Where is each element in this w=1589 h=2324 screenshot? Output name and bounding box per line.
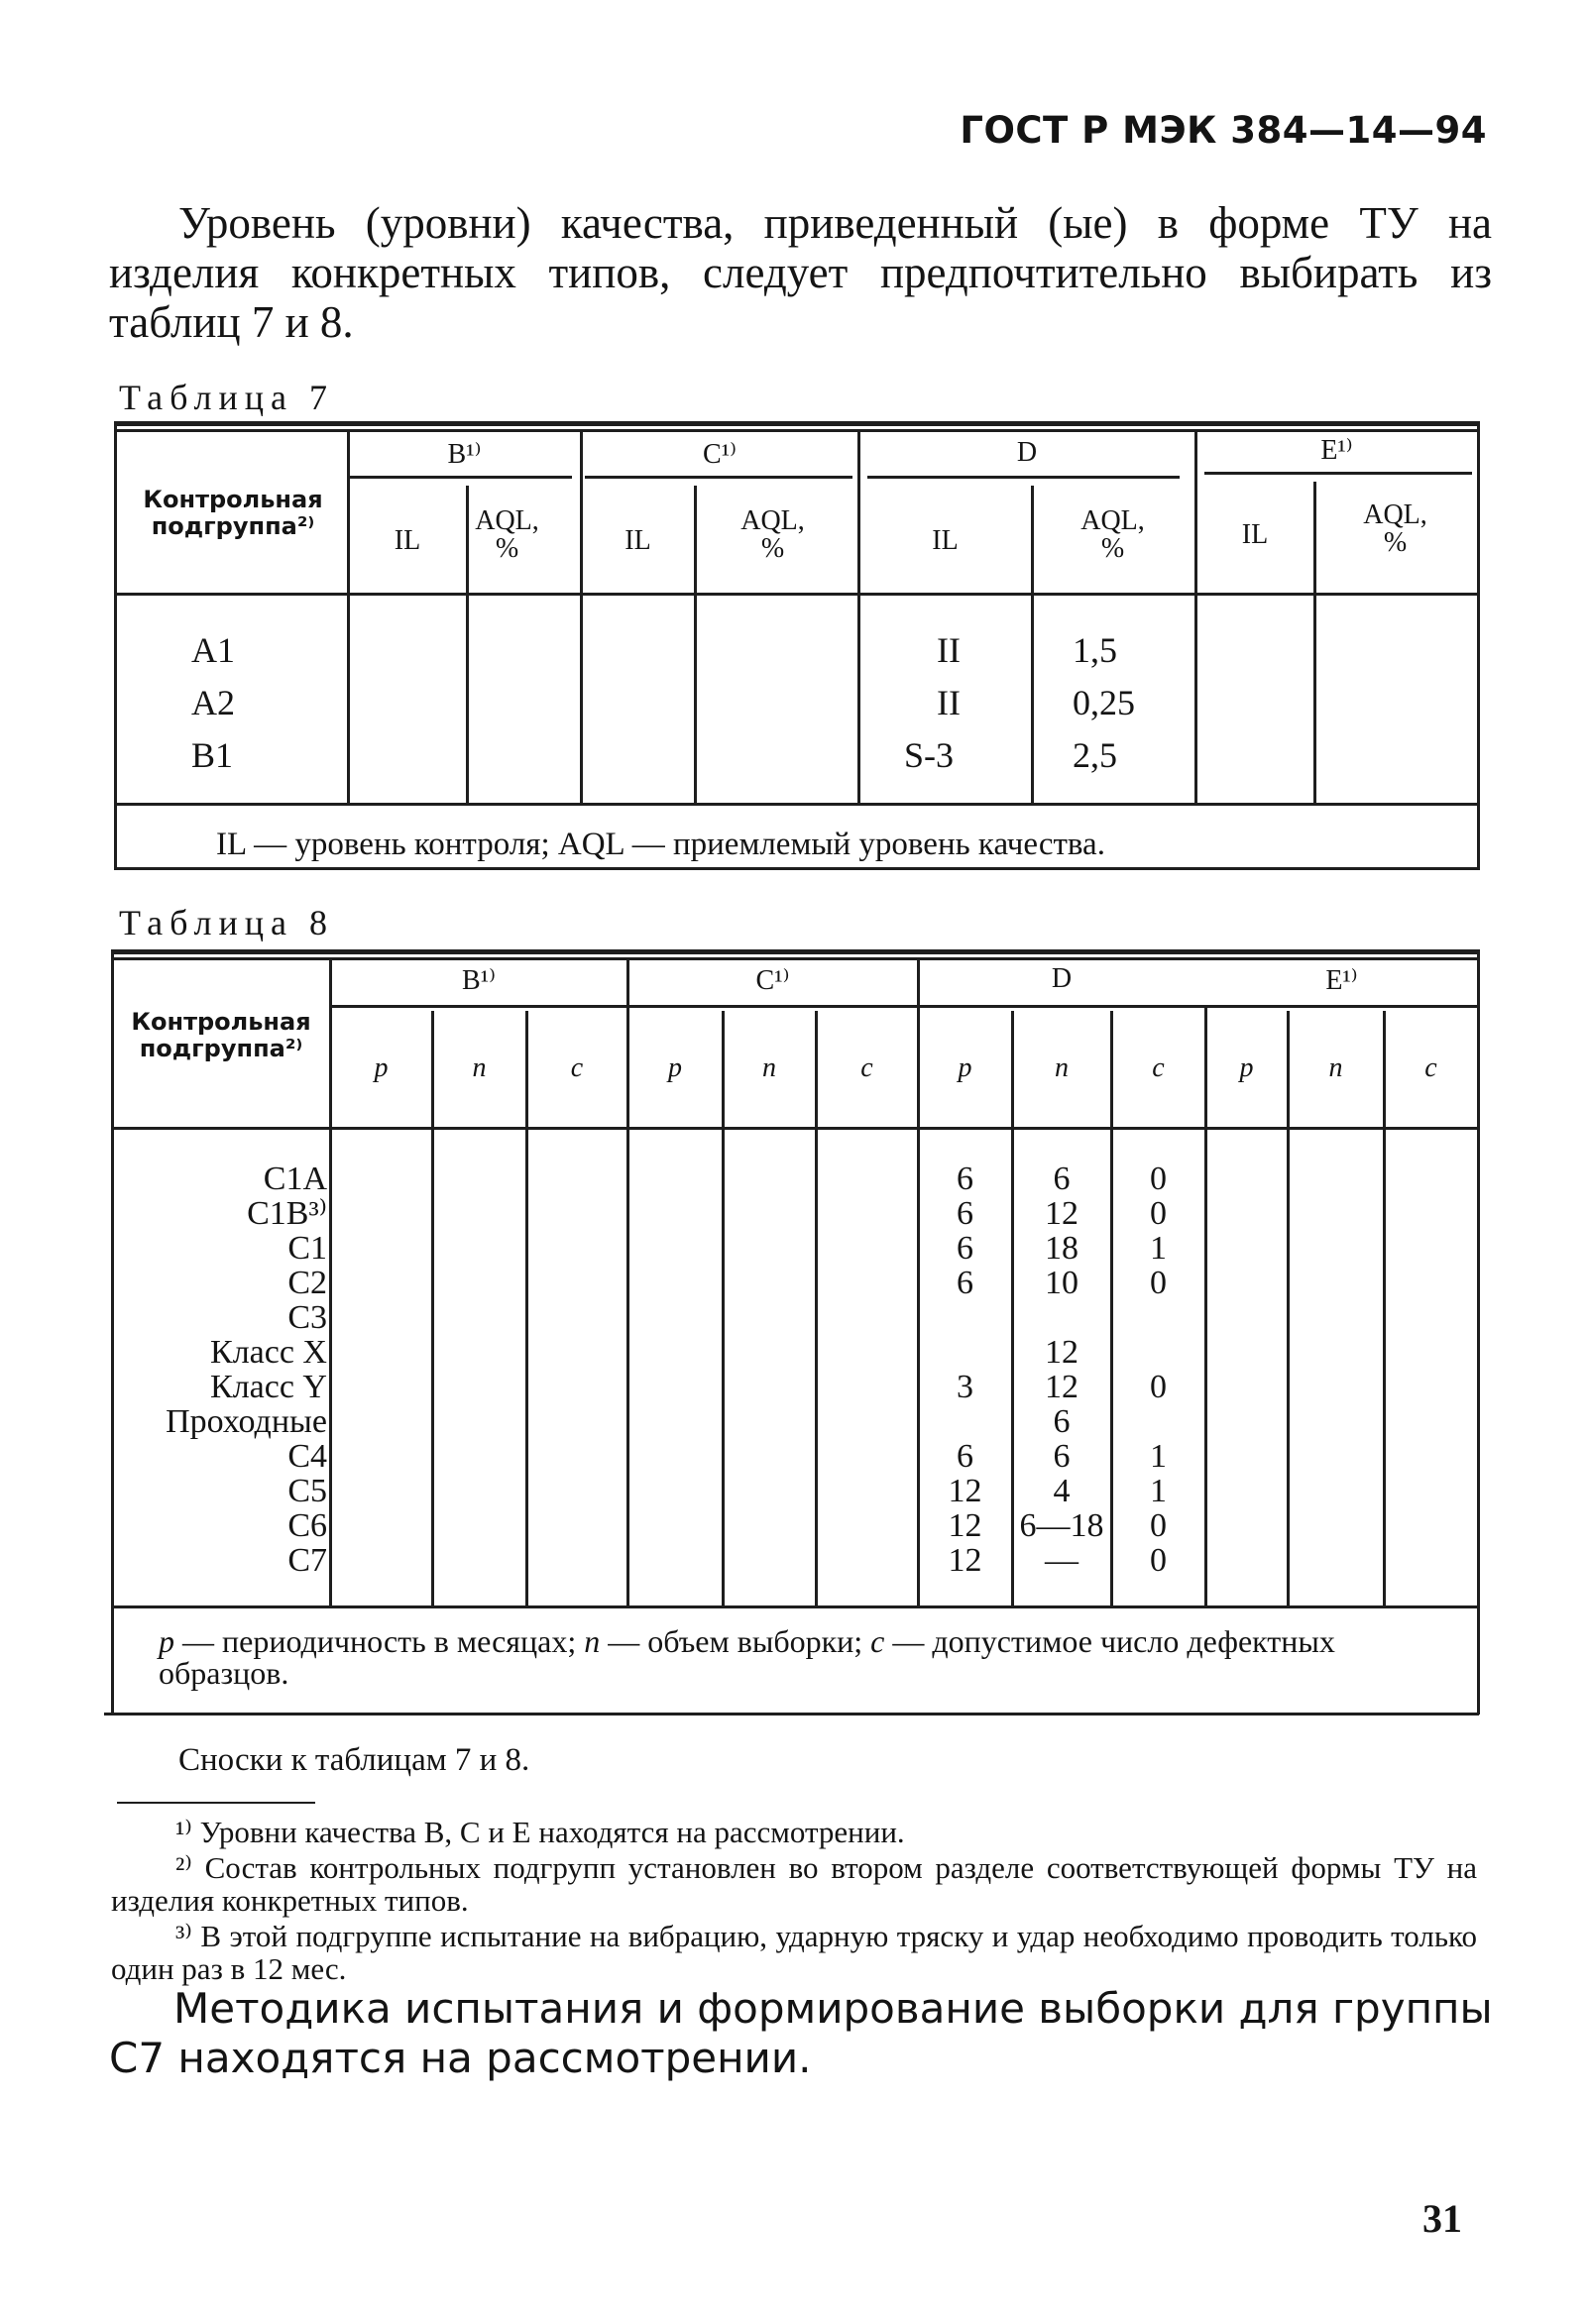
table8-d-p-cell: 6: [957, 1195, 973, 1232]
table7-d-aql-head: AQL, %: [1080, 505, 1145, 564]
table7-c-aql-head: AQL, %: [740, 505, 805, 564]
table8-d-n-cell: 12: [1045, 1195, 1078, 1232]
footnote-1-text: Уровни качества B, C и E находятся на рассмотрении.: [199, 1815, 905, 1849]
table8-b-p-head: p: [374, 1052, 389, 1083]
table8-d-p-cell: 12: [948, 1473, 982, 1509]
table8-d-c-cell: 0: [1150, 1161, 1167, 1197]
table7-d-il: II: [937, 683, 961, 722]
table8-d-n-cell: 10: [1045, 1265, 1078, 1301]
document-header: ГОСТ Р МЭК 384—14—94: [960, 109, 1487, 152]
table7-row-label: A2: [191, 683, 235, 722]
table7-b-il-head: IL: [394, 525, 421, 556]
table8-d-p-cell: 6: [957, 1230, 973, 1267]
table8-row-label: C7: [287, 1542, 327, 1579]
table7-group-e: E¹⁾: [1320, 435, 1353, 466]
table7-d-il-head: IL: [932, 525, 959, 556]
table8-d-c-head: c: [1152, 1052, 1165, 1083]
table8-group-e: E¹⁾: [1325, 965, 1358, 996]
table8-d-n-head: n: [1055, 1052, 1069, 1083]
table8-d-c-cell: [1112, 1300, 1204, 1335]
table8-d-p-cell: [919, 1335, 1011, 1370]
note-p-symbol: p: [159, 1623, 174, 1659]
footnote-1-mark: ¹⁾: [175, 1815, 192, 1849]
note-p-text: — периодичность в месяцах;: [174, 1623, 585, 1659]
table8-row-label: Проходные: [166, 1403, 327, 1440]
table8-d-n-cell: 18: [1045, 1230, 1078, 1267]
intro-paragraph: Уровень (уровни) качества, приведенный (ые) в форме ТУ на изделия конкретных типов, следует предпочтительно выбирать из таблиц 7 и 8.: [109, 198, 1492, 347]
table8-row-label: Класс Y: [210, 1369, 327, 1405]
footnote-3: [111, 1920, 1477, 1985]
table7-group-d: D: [1016, 437, 1038, 468]
table7-e-il-head: IL: [1241, 519, 1269, 550]
table8-group-c: C¹⁾: [755, 965, 790, 996]
table7-stub-header: Контрольная подгруппа²⁾: [143, 486, 323, 540]
table8-d-c-cell: 1: [1150, 1438, 1167, 1475]
table7-note: IL — уровень контроля; AQL — приемлемый уровень качества.: [216, 827, 1105, 862]
table7-d-il: S-3: [904, 735, 955, 775]
table7-d-aql: 2,5: [1073, 735, 1117, 775]
table7-group-c: C¹⁾: [703, 439, 737, 470]
closing-paragraph: Методика испытания и формирование выборки для группы C7 находятся на рассмотрении.: [109, 1984, 1493, 2082]
footnote-3-text: В этой подгруппе испытание на вибрацию, ударную тряску и удар необходимо проводить только один раз в 12 мес.: [111, 1919, 1477, 1986]
table8-stub-header: Контрольная подгруппа²⁾: [131, 1008, 311, 1062]
table8-d-n-cell: 6—18: [1019, 1507, 1104, 1544]
table8-labels-column: [119, 1162, 327, 1578]
table8-d-c-cell: 0: [1150, 1507, 1167, 1544]
table8-b-c-head: c: [570, 1052, 584, 1083]
table8-d-n-column: [1013, 1162, 1110, 1578]
table8-d-n-cell: 6: [1053, 1403, 1071, 1440]
table8-group-d: D: [1051, 963, 1073, 994]
table8-row-label: C1A: [263, 1161, 327, 1197]
table8-e-c-head: c: [1424, 1052, 1437, 1083]
table8-c-n-head: n: [762, 1052, 776, 1083]
table8-row-label: C5: [287, 1473, 327, 1509]
table7-e-aql-head: AQL, %: [1363, 499, 1427, 558]
table8-d-c-cell: 1: [1150, 1473, 1167, 1509]
table8-d-c-cell: [1112, 1335, 1204, 1370]
table8-d-n-cell: —: [1045, 1542, 1078, 1579]
table8-row-label: C3: [287, 1299, 327, 1336]
table7-d-aql: 1,5: [1073, 630, 1117, 670]
table7-row-label: A1: [191, 630, 235, 670]
table8-d-c-cell: [1112, 1404, 1204, 1439]
table8-d-p-cell: 6: [957, 1161, 973, 1197]
table8-d-p-cell: [919, 1300, 1011, 1335]
table8-note: [159, 1625, 1447, 1689]
table8-d-n-cell: [1013, 1300, 1110, 1335]
table7-b-aql-head: AQL, %: [475, 505, 539, 564]
table8-d-n-cell: 12: [1045, 1369, 1078, 1405]
table8-caption: Таблица 8: [119, 903, 334, 942]
table8-d-n-cell: 12: [1045, 1334, 1078, 1371]
table8-group-b: B¹⁾: [462, 965, 496, 996]
table7-row-label: B1: [191, 735, 234, 775]
table8-d-c-cell: 0: [1150, 1369, 1167, 1405]
table8-d-c-cell: 1: [1150, 1230, 1167, 1267]
table8-d-n-cell: 6: [1053, 1161, 1071, 1197]
table8-row-label: Класс X: [210, 1334, 327, 1371]
footnote-2-text: Состав контрольных подгрупп установлен во втором разделе соответствующей формы ТУ на изделия конкретных типов.: [111, 1850, 1478, 1918]
table8-d-c-cell: 0: [1150, 1542, 1167, 1579]
footnote-2-mark: ²⁾: [175, 1850, 192, 1885]
table8-row-label: C1: [287, 1230, 327, 1267]
table8-row-label: C6: [287, 1507, 327, 1544]
table8-d-p-cell: 12: [948, 1507, 982, 1544]
table7-d-aql: 0,25: [1073, 683, 1135, 722]
footnote-2: [111, 1851, 1477, 1917]
table8-d-p-cell: 6: [957, 1438, 973, 1475]
note-n-symbol: n: [584, 1623, 601, 1659]
table8-b-n-head: n: [472, 1052, 487, 1083]
table8-row-label: C1B³⁾: [247, 1195, 327, 1232]
table7-group-b: B¹⁾: [447, 439, 482, 470]
table8-row-label: C4: [287, 1438, 327, 1475]
table7-caption: Таблица 7: [119, 378, 334, 417]
table8-d-p-cell: 3: [957, 1369, 973, 1405]
table8-row-label: C2: [287, 1265, 327, 1301]
table7-c-il-head: IL: [624, 525, 651, 556]
table8-c-c-head: c: [860, 1052, 873, 1083]
table8-d-n-cell: 4: [1053, 1473, 1071, 1509]
table8-e-n-head: n: [1328, 1052, 1343, 1083]
table8-d-p-head: p: [958, 1052, 972, 1083]
footnote-1: [111, 1816, 1477, 1849]
table8-d-n-cell: 6: [1053, 1438, 1071, 1475]
footnotes-title: Сноски к таблицам 7 и 8.: [178, 1742, 530, 1778]
table7-d-il: II: [937, 630, 961, 670]
table8-d-p-cell: [919, 1404, 1011, 1439]
table8-c-p-head: p: [668, 1052, 682, 1083]
table8-d-p-cell: 12: [948, 1542, 982, 1579]
table8-d-p-cell: 6: [957, 1265, 973, 1301]
footnote-3-mark: ³⁾: [175, 1919, 192, 1953]
table8-d-c-column: [1112, 1162, 1204, 1578]
table8-d-c-cell: 0: [1150, 1265, 1167, 1301]
note-c-text: — допустимое число дефектных образцов.: [159, 1623, 1335, 1691]
note-n-text: — объем выборки;: [600, 1623, 871, 1659]
note-c-symbol: c: [870, 1623, 885, 1659]
page-number: 31: [1422, 2196, 1462, 2241]
table8-d-p-column: [919, 1162, 1011, 1578]
table8-d-c-cell: 0: [1150, 1195, 1167, 1232]
table8-e-p-head: p: [1239, 1052, 1254, 1083]
